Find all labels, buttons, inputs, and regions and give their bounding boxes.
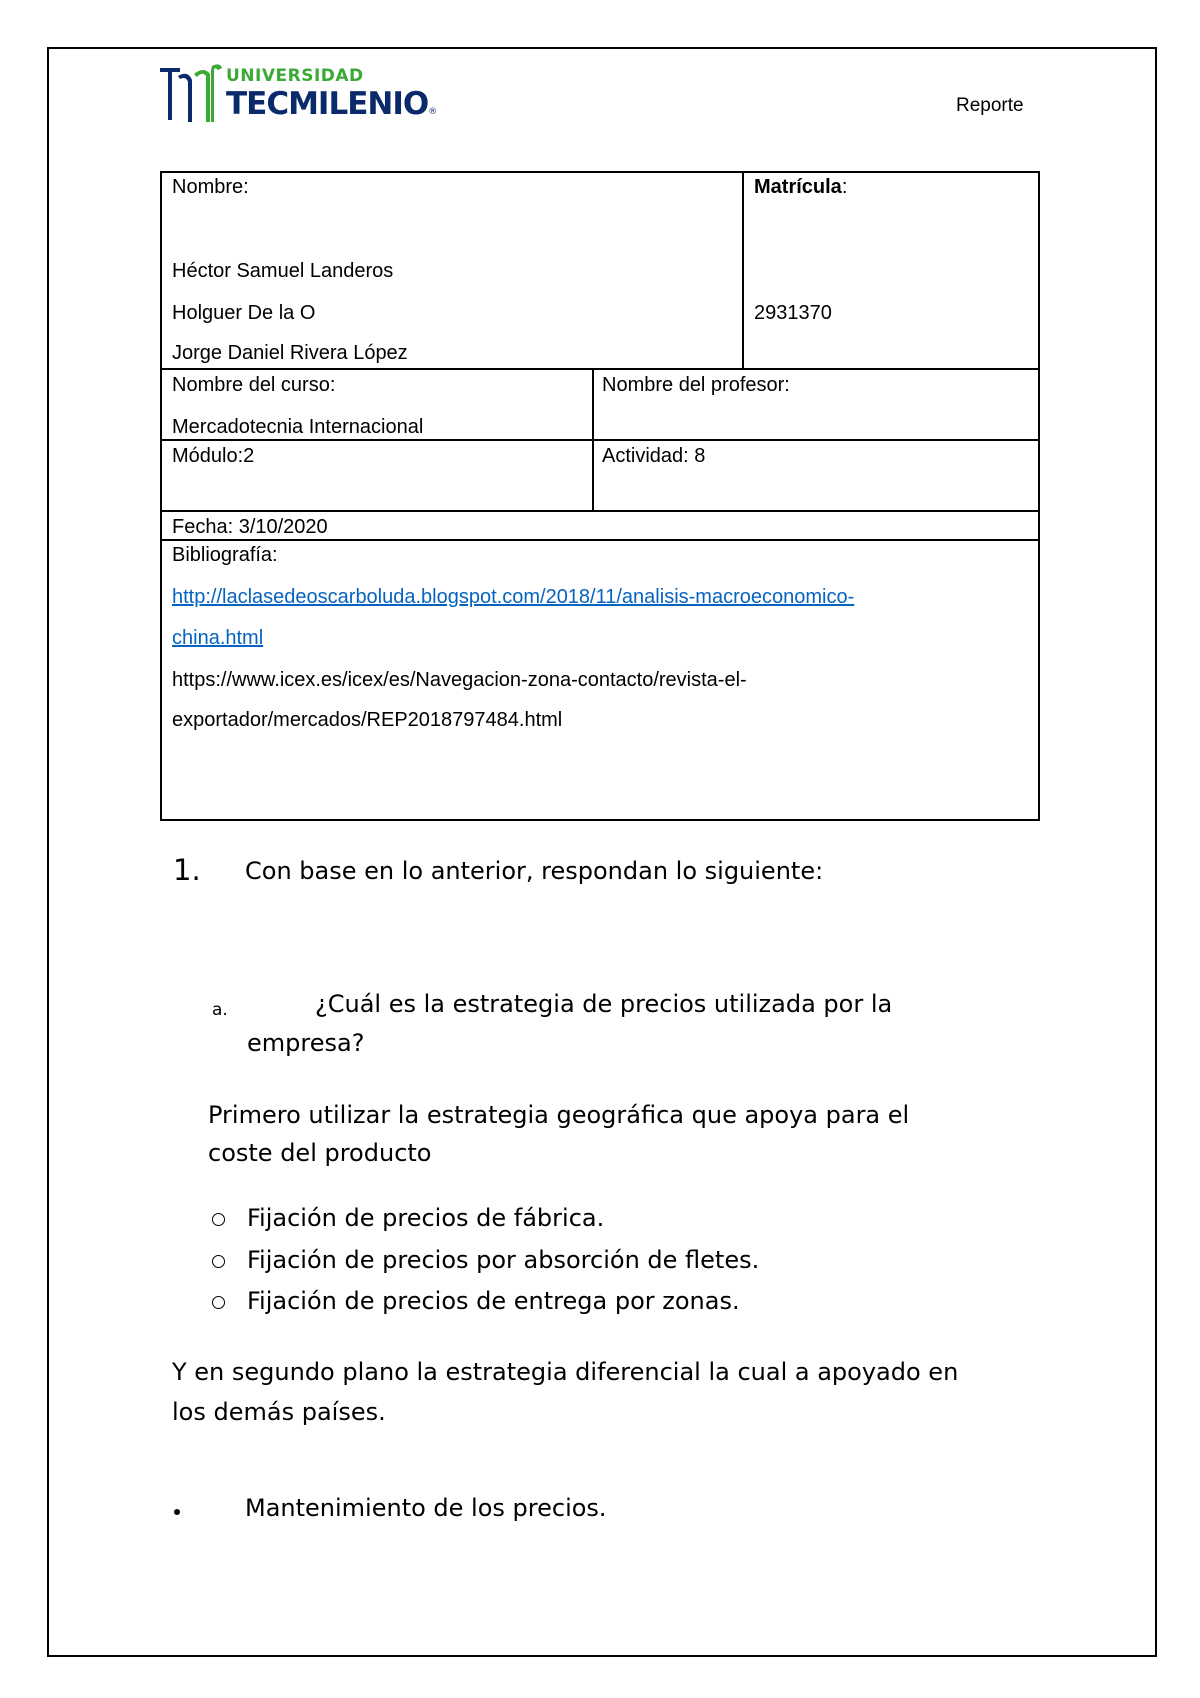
logo-universidad-text: UNIVERSIDAD xyxy=(226,66,364,86)
bullet-dot-icon xyxy=(174,1509,180,1515)
bullet-list-item: Mantenimiento de los precios. xyxy=(245,1494,607,1522)
student-name-1: Héctor Samuel Landeros xyxy=(172,260,394,282)
logo-mark-icon xyxy=(158,62,222,126)
student-info-table xyxy=(160,171,1040,821)
circle-list-item-1: Fijación de precios de fábrica. xyxy=(247,1204,605,1232)
answer-line-2: coste del producto xyxy=(208,1139,432,1167)
bibliografia-label: Bibliografía: xyxy=(172,544,278,566)
divider-row-2 xyxy=(162,439,1038,441)
matricula-label: Matrícula: xyxy=(754,176,848,198)
actividad-field: Actividad: 8 xyxy=(602,445,706,467)
divider-row-3 xyxy=(162,510,1038,512)
report-label: Reporte xyxy=(956,95,1024,116)
reference-link-line-2[interactable]: china.html xyxy=(172,627,264,649)
question-number: 1. xyxy=(173,853,201,887)
question-text: Con base en lo anterior, respondan lo siguiente: xyxy=(245,857,824,885)
circle-bullet-icon xyxy=(212,1255,225,1268)
reference-link-line-1[interactable]: http://laclasedeoscarboluda.blogspot.com/2018/11/analisis-macroeconomico- xyxy=(172,586,855,608)
second-para-line-2: los demás países. xyxy=(172,1398,386,1426)
circle-list-item-3: Fijación de precios de entrega por zonas. xyxy=(247,1287,740,1315)
divider-row-4 xyxy=(162,539,1038,541)
circle-bullet-icon xyxy=(212,1213,225,1226)
profesor-label: Nombre del profesor: xyxy=(602,374,790,396)
reference-2-line-1: https://www.icex.es/icex/es/Navegacion-zona-contacto/revista-el- xyxy=(172,669,747,691)
curso-label: Nombre del curso: xyxy=(172,374,336,396)
second-para-line-1: Y en segundo plano la estrategia diferencial la cual a apoyado en xyxy=(172,1358,959,1386)
sub-question-marker: a. xyxy=(212,1000,228,1020)
modulo-field: Módulo:2 xyxy=(172,445,255,467)
tecmilenio-logo xyxy=(158,62,458,126)
circle-list-item-2: Fijación de precios por absorción de fletes. xyxy=(247,1246,760,1274)
sub-question-line-1: ¿Cuál es la estrategia de precios utilizada por la xyxy=(315,990,893,1018)
nombre-label: Nombre: xyxy=(172,176,249,198)
logo-tecmilenio-text: TECMILENIO® xyxy=(226,86,437,122)
fecha-field: Fecha: 3/10/2020 xyxy=(172,516,328,538)
student-name-2: Holguer De la O xyxy=(172,302,316,324)
curso-value: Mercadotecnia Internacional xyxy=(172,416,424,438)
reference-2-line-2: exportador/mercados/REP2018797484.html xyxy=(172,709,563,731)
circle-bullet-icon xyxy=(212,1296,225,1309)
sub-question-line-2: empresa? xyxy=(247,1029,365,1057)
answer-line-1: Primero utilizar la estrategia geográfica que apoya para el xyxy=(208,1101,910,1129)
divider-vertical-1 xyxy=(742,173,744,369)
matricula-value: 2931370 xyxy=(754,302,832,324)
divider-row-1 xyxy=(162,368,1038,370)
student-name-3: Jorge Daniel Rivera López xyxy=(172,342,408,364)
